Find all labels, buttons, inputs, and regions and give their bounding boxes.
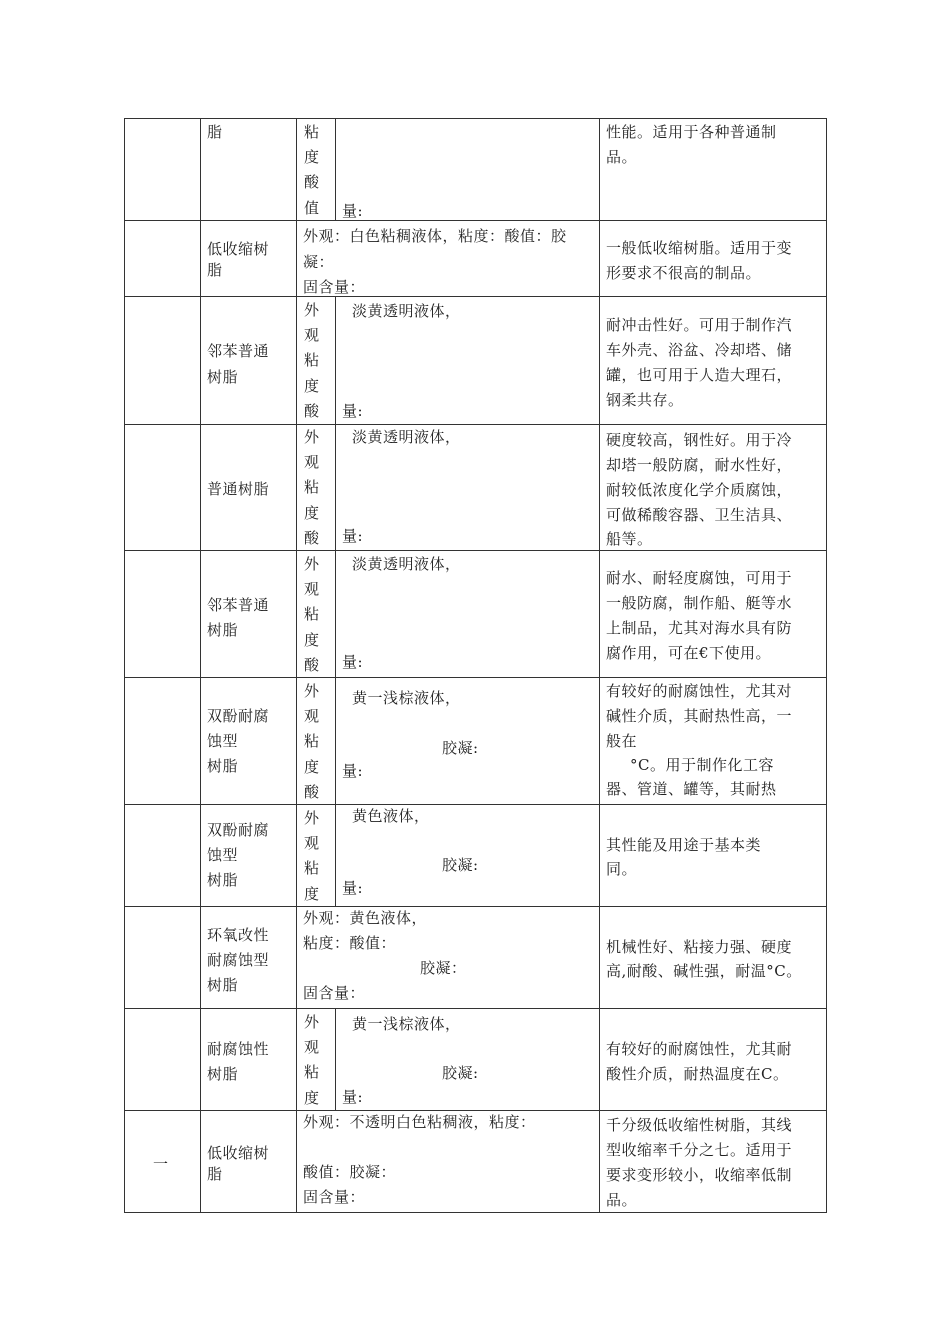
property-labels: 外 观 粘 度 xyxy=(304,1013,320,1107)
resin-name: 树脂 xyxy=(207,757,239,775)
property-text: 量: xyxy=(342,1088,364,1106)
description-line: 耐较低浓度化学介质腐蚀， xyxy=(606,481,793,499)
row-divider xyxy=(124,1008,827,1009)
row-divider xyxy=(124,804,827,805)
property-labels: 外 观 粘 度 酸 xyxy=(304,555,320,674)
row-divider xyxy=(124,677,827,678)
sub-col-divider xyxy=(335,118,336,220)
description-line: 罐，也可用于人造大理石， xyxy=(606,366,793,384)
property-text: 外观：白色粘稠液体，粘度：酸值：胶 xyxy=(303,227,567,245)
property-labels: 粘 度 酸 值 xyxy=(304,123,320,217)
col-divider xyxy=(296,118,297,1213)
property-text: 粘度：酸值： xyxy=(303,934,397,952)
property-labels: 外 观 粘 度 xyxy=(304,809,320,903)
description-line: 性能。适用于各种普通制 xyxy=(606,123,777,141)
resin-name: 低收缩树 xyxy=(207,1144,270,1162)
description-line: 其性能及用途于基本类 xyxy=(606,836,762,854)
description-line: 可做稀酸容器、卫生洁具、 xyxy=(606,506,793,524)
property-text: 外观：不透明白色粘稠液，粘度： xyxy=(303,1113,536,1131)
description-line: 品。 xyxy=(606,148,638,166)
description-line: 酸性介质，耐热温度在C。 xyxy=(606,1065,789,1083)
row-divider xyxy=(124,550,827,551)
property-text: 淡黄透明液体， xyxy=(352,302,461,320)
property-text: 外观：黄色液体， xyxy=(303,909,428,927)
resin-name: 普通树脂 xyxy=(207,480,270,498)
description-line: 船等。 xyxy=(606,530,653,548)
resin-name: 蚀型 xyxy=(207,732,239,750)
property-labels: 外 观 粘 度 酸 xyxy=(304,428,320,547)
resin-name: 树脂 xyxy=(207,1065,239,1083)
resin-name: 树脂 xyxy=(207,871,239,889)
property-text: 胶凝： xyxy=(420,959,467,977)
description-line: 有较好的耐腐蚀性，尤其耐 xyxy=(606,1040,793,1058)
description-line: °C。用于制作化工容 xyxy=(630,756,774,774)
row-divider xyxy=(124,296,827,297)
property-text: 淡黄透明液体， xyxy=(352,428,461,446)
property-text: 量: xyxy=(342,202,364,220)
col-divider xyxy=(599,118,600,1213)
resin-name: 耐腐蚀型 xyxy=(207,951,270,969)
resin-name: 邻苯普通 xyxy=(207,596,270,614)
resin-name: 环氧改性 xyxy=(207,926,270,944)
property-text: 酸值：胶凝： xyxy=(303,1163,397,1181)
property-text: 淡黄透明液体， xyxy=(352,555,461,573)
table-border-top xyxy=(124,118,827,119)
description-line: 一般防腐，制作船、艇等水 xyxy=(606,594,793,612)
resin-name: 脂 xyxy=(207,1165,223,1183)
description-line: 耐冲击性好。可用于制作汽 xyxy=(606,316,793,334)
property-text: 固含量： xyxy=(303,1188,366,1206)
property-text: 量: xyxy=(342,762,364,780)
property-text: 固含量： xyxy=(303,984,366,1002)
description-line: 腐作用，可在€下使用。 xyxy=(606,644,772,662)
property-text: 量: xyxy=(342,879,364,897)
property-labels: 外 观 粘 度 酸 xyxy=(304,301,320,420)
description-line: 千分级低收缩性树脂，其线 xyxy=(606,1116,793,1134)
resin-name: 脂 xyxy=(207,261,223,279)
description-line: 品。 xyxy=(606,1191,638,1209)
resin-name: 低收缩树 xyxy=(207,240,270,258)
description-line: 钢柔共存。 xyxy=(606,391,684,409)
description-line: 机械性好、粘接力强、硬度 xyxy=(606,938,793,956)
description-line: 车外壳、浴盆、冷却塔、储 xyxy=(606,341,793,359)
description-line: 却塔一般防腐，耐水性好， xyxy=(606,456,793,474)
row-divider xyxy=(124,424,827,425)
description-line: 高,耐酸、碱性强，耐温°C。 xyxy=(606,962,802,980)
table-border-bottom xyxy=(124,1212,827,1213)
property-text: 凝： xyxy=(303,253,335,271)
description-line: 同。 xyxy=(606,860,638,878)
description-line: 器、管道、罐等，其耐热 xyxy=(606,780,777,798)
property-labels: 外 观 粘 度 酸 xyxy=(304,682,320,801)
resin-name: 树脂 xyxy=(207,621,239,639)
property-text: 量: xyxy=(342,653,364,671)
property-text: 固含量： xyxy=(303,278,366,296)
resin-name: 耐腐蚀性 xyxy=(207,1040,270,1058)
property-text: 黄色液体， xyxy=(352,807,430,825)
col-divider xyxy=(124,118,125,1213)
property-text: 量: xyxy=(342,527,364,545)
resin-name: 脂 xyxy=(207,123,223,141)
resin-name: 树脂 xyxy=(207,976,239,994)
resin-name: 邻苯普通 xyxy=(207,342,270,360)
table-border-right xyxy=(826,118,827,1213)
property-text: 胶凝: xyxy=(442,1064,479,1082)
row-divider xyxy=(124,906,827,907)
resin-name: 树脂 xyxy=(207,368,239,386)
property-text: 量: xyxy=(342,402,364,420)
row-code: 一 xyxy=(153,1155,169,1173)
description-line: 形要求不很高的制品。 xyxy=(606,264,762,282)
property-text: 胶凝: xyxy=(442,739,479,757)
description-line: 要求变形较小，收缩率低制 xyxy=(606,1166,793,1184)
description-line: 般在 xyxy=(606,732,638,750)
description-line: 碱性介质，其耐热性高，一 xyxy=(606,707,793,725)
sub-col-divider xyxy=(335,1008,336,1110)
resin-name: 双酚耐腐 xyxy=(207,821,270,839)
description-line: 一般低收缩树脂。适用于变 xyxy=(606,239,793,257)
property-text: 黄一浅棕液体， xyxy=(352,1015,461,1033)
description-line: 型收缩率千分之七。适用于 xyxy=(606,1141,793,1159)
description-line: 硬度较高，钢性好。用于冷 xyxy=(606,431,793,449)
description-line: 有较好的耐腐蚀性，尤其对 xyxy=(606,682,793,700)
description-line: 耐水、耐轻度腐蚀，可用于 xyxy=(606,569,793,587)
col-divider xyxy=(200,118,201,1213)
row-divider xyxy=(124,220,827,221)
property-text: 黄一浅棕液体， xyxy=(352,689,461,707)
property-text: 胶凝: xyxy=(442,856,479,874)
resin-name: 双酚耐腐 xyxy=(207,707,270,725)
description-line: 上制品，尤其对海水具有防 xyxy=(606,619,793,637)
sub-col-divider xyxy=(335,296,336,906)
resin-name: 蚀型 xyxy=(207,846,239,864)
